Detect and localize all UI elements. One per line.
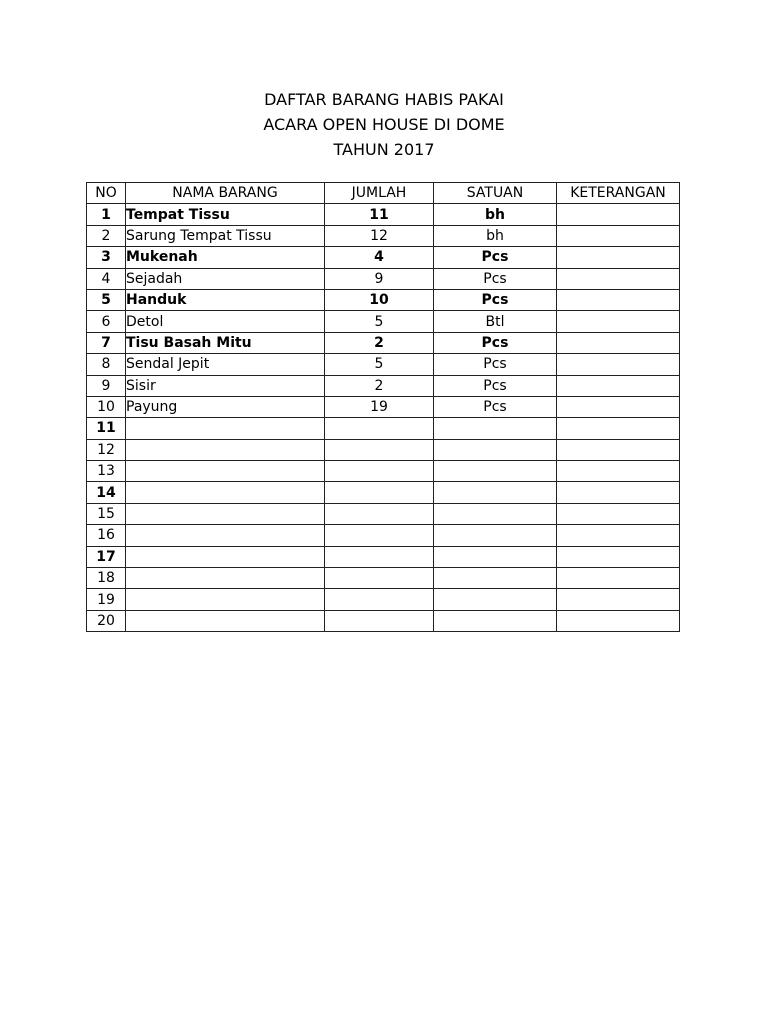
cell-keterangan	[557, 568, 680, 589]
table-row	[87, 482, 680, 503]
cell-keterangan	[557, 268, 680, 289]
table-row	[87, 311, 680, 332]
cell-nama-barang: Sejadah	[126, 268, 325, 289]
table-row	[87, 396, 680, 417]
cell-keterangan	[557, 546, 680, 567]
cell-nama-barang	[126, 439, 325, 460]
table-row	[87, 525, 680, 546]
cell-jumlah	[325, 503, 434, 524]
table-row	[87, 568, 680, 589]
cell-nama-barang	[126, 525, 325, 546]
cell-no: 5	[87, 289, 126, 310]
cell-keterangan	[557, 396, 680, 417]
cell-satuan: Btl	[434, 311, 557, 332]
cell-no: 4	[87, 268, 126, 289]
table-row	[87, 375, 680, 396]
cell-satuan	[434, 482, 557, 503]
cell-satuan: Pcs	[434, 354, 557, 375]
cell-jumlah: 10	[325, 289, 434, 310]
header-satuan: SATUAN	[434, 183, 557, 204]
cell-keterangan	[557, 247, 680, 268]
header-jumlah: JUMLAH	[325, 183, 434, 204]
cell-nama-barang: Tempat Tissu	[126, 204, 325, 225]
cell-jumlah	[325, 418, 434, 439]
cell-satuan: Pcs	[434, 375, 557, 396]
cell-no: 13	[87, 461, 126, 482]
cell-nama-barang	[126, 418, 325, 439]
table-row	[87, 289, 680, 310]
cell-keterangan	[557, 354, 680, 375]
cell-keterangan	[557, 589, 680, 610]
table-body	[87, 204, 680, 632]
cell-nama-barang: Payung	[126, 396, 325, 417]
cell-satuan	[434, 418, 557, 439]
cell-jumlah	[325, 546, 434, 567]
cell-jumlah	[325, 461, 434, 482]
cell-no: 2	[87, 225, 126, 246]
cell-jumlah: 5	[325, 354, 434, 375]
cell-no: 19	[87, 589, 126, 610]
cell-satuan	[434, 568, 557, 589]
cell-nama-barang: Sendal Jepit	[126, 354, 325, 375]
title-line-2: ACARA OPEN HOUSE DI DOME	[263, 115, 505, 134]
cell-no: 3	[87, 247, 126, 268]
cell-nama-barang: Sarung Tempat Tissu	[126, 225, 325, 246]
cell-satuan	[434, 525, 557, 546]
table-row	[87, 503, 680, 524]
cell-keterangan	[557, 610, 680, 631]
cell-no: 8	[87, 354, 126, 375]
cell-nama-barang: Mukenah	[126, 247, 325, 268]
cell-keterangan	[557, 204, 680, 225]
cell-satuan: Pcs	[434, 268, 557, 289]
cell-nama-barang	[126, 546, 325, 567]
cell-nama-barang	[126, 589, 325, 610]
cell-jumlah: 11	[325, 204, 434, 225]
header-nama-barang: NAMA BARANG	[126, 183, 325, 204]
cell-no: 18	[87, 568, 126, 589]
cell-satuan	[434, 610, 557, 631]
cell-no: 10	[87, 396, 126, 417]
cell-keterangan	[557, 225, 680, 246]
cell-jumlah: 2	[325, 375, 434, 396]
table-row	[87, 418, 680, 439]
cell-keterangan	[557, 289, 680, 310]
table-row	[87, 225, 680, 246]
cell-jumlah	[325, 482, 434, 503]
table-row	[87, 439, 680, 460]
cell-jumlah	[325, 525, 434, 546]
cell-satuan	[434, 589, 557, 610]
cell-jumlah: 12	[325, 225, 434, 246]
table-row	[87, 332, 680, 353]
table-row	[87, 247, 680, 268]
cell-nama-barang: Tisu Basah Mitu	[126, 332, 325, 353]
cell-jumlah: 19	[325, 396, 434, 417]
header-no: NO	[87, 183, 126, 204]
items-table	[86, 182, 680, 632]
cell-nama-barang	[126, 503, 325, 524]
cell-keterangan	[557, 482, 680, 503]
cell-nama-barang	[126, 461, 325, 482]
table-row	[87, 610, 680, 631]
cell-satuan	[434, 461, 557, 482]
cell-satuan: bh	[434, 204, 557, 225]
table-row	[87, 354, 680, 375]
cell-nama-barang	[126, 610, 325, 631]
document-title	[0, 87, 768, 162]
header-keterangan: KETERANGAN	[557, 183, 680, 204]
cell-nama-barang: Handuk	[126, 289, 325, 310]
cell-satuan	[434, 546, 557, 567]
cell-satuan: Pcs	[434, 396, 557, 417]
cell-jumlah: 9	[325, 268, 434, 289]
cell-keterangan	[557, 503, 680, 524]
cell-no: 9	[87, 375, 126, 396]
cell-nama-barang: Detol	[126, 311, 325, 332]
table-row	[87, 546, 680, 567]
cell-nama-barang: Sisir	[126, 375, 325, 396]
table-row	[87, 204, 680, 225]
cell-keterangan	[557, 418, 680, 439]
cell-keterangan	[557, 375, 680, 396]
cell-jumlah: 5	[325, 311, 434, 332]
cell-keterangan	[557, 311, 680, 332]
cell-keterangan	[557, 461, 680, 482]
cell-no: 14	[87, 482, 126, 503]
cell-no: 7	[87, 332, 126, 353]
cell-no: 1	[87, 204, 126, 225]
cell-jumlah: 2	[325, 332, 434, 353]
table-row	[87, 461, 680, 482]
cell-jumlah	[325, 589, 434, 610]
cell-satuan: Pcs	[434, 289, 557, 310]
cell-satuan	[434, 503, 557, 524]
cell-no: 15	[87, 503, 126, 524]
cell-no: 17	[87, 546, 126, 567]
cell-jumlah	[325, 439, 434, 460]
cell-no: 6	[87, 311, 126, 332]
cell-satuan: Pcs	[434, 247, 557, 268]
cell-satuan: Pcs	[434, 332, 557, 353]
cell-nama-barang	[126, 482, 325, 503]
cell-jumlah	[325, 568, 434, 589]
cell-no: 12	[87, 439, 126, 460]
cell-keterangan	[557, 439, 680, 460]
cell-jumlah: 4	[325, 247, 434, 268]
cell-no: 11	[87, 418, 126, 439]
cell-satuan: bh	[434, 225, 557, 246]
cell-nama-barang	[126, 568, 325, 589]
cell-satuan	[434, 439, 557, 460]
title-line-1: DAFTAR BARANG HABIS PAKAI	[264, 90, 504, 109]
cell-jumlah	[325, 610, 434, 631]
cell-keterangan	[557, 525, 680, 546]
table-header-row	[87, 183, 680, 204]
title-line-3: TAHUN 2017	[333, 140, 435, 159]
cell-no: 16	[87, 525, 126, 546]
table-row	[87, 268, 680, 289]
cell-keterangan	[557, 332, 680, 353]
table-row	[87, 589, 680, 610]
cell-no: 20	[87, 610, 126, 631]
